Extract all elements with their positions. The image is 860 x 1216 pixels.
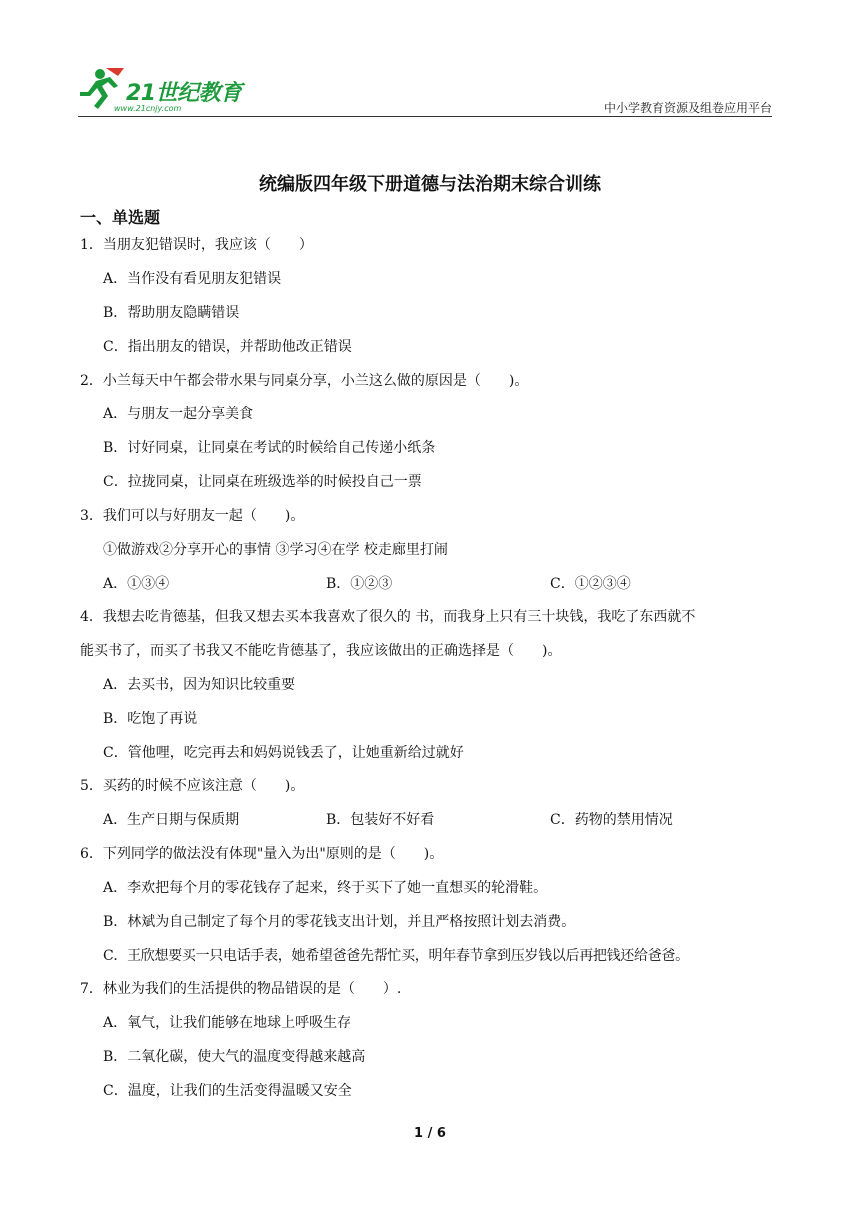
question-3-stem: 3．我们可以与好朋友一起（ )。: [80, 508, 305, 524]
question-4-stem-continued: 能买书了，而买了书我又不能吃肯德基了，我应该做出的正确选择是（ )。: [80, 643, 562, 659]
question-7-option-b: B．二氧化碳，使大气的温度变得越来越高: [103, 1049, 366, 1065]
page-header: [78, 66, 772, 116]
question-1-option-b: B．帮助朋友隐瞒错误: [103, 305, 240, 321]
question-6-option-c: C．王欣想要买一只电话手表，她希望爸爸先帮忙买，明年春节拿到压岁钱以后再把钱还给爸爸。: [103, 948, 689, 964]
question-6-option-b: B．林斌为自己制定了每个月的零花钱支出计划，并且严格按照计划去消费。: [103, 914, 576, 930]
question-7-option-a: A．氧气，让我们能够在地球上呼吸生存: [103, 1015, 352, 1031]
logo-url: www.21cnjy.com: [114, 104, 182, 113]
question-4-option-a: A．去买书，因为知识比较重要: [103, 677, 296, 693]
question-4-option-b: B．吃饱了再说: [103, 711, 198, 727]
question-2-option-c: C．拉拢同桌，让同桌在班级选举的时候投自己一票: [103, 474, 422, 490]
question-7-option-c: C．温度，让我们的生活变得温暖又安全: [103, 1083, 352, 1099]
question-2-option-a: A．与朋友一起分享美食: [103, 406, 254, 422]
section-heading: 一、单选题: [80, 208, 161, 227]
page-title: 统编版四年级下册道德与法治期末综合训练: [259, 174, 601, 195]
question-1-option-c: C．指出朋友的错误，并帮助他改正错误: [103, 339, 352, 355]
question-2-option-b: B．讨好同桌，让同桌在考试的时候给自己传递小纸条: [103, 440, 436, 456]
header-divider: [78, 116, 772, 117]
question-3-sub: ①做游戏②分享开心的事情 ③学习④在学 校走廊里打闹: [103, 542, 448, 558]
logo-text: 21世纪教育: [126, 81, 242, 106]
question-1-stem: 1．当朋友犯错误时，我应该（ ）: [80, 237, 313, 253]
question-4-option-c: C．管他哩，吃完再去和妈妈说钱丢了，让她重新给过就好: [103, 745, 464, 761]
page-number: 1 / 6: [414, 1126, 446, 1141]
question-6-stem: 6．下列同学的做法没有体现"量入为出"原则的是（ )。: [80, 846, 444, 862]
question-2-stem: 2．小兰每天中午都会带水果与同桌分享，小兰这么做的原因是（ )。: [80, 373, 529, 389]
question-3-option-b: B．①②③: [326, 576, 393, 592]
question-3-option-c: C．①②③④: [550, 576, 631, 592]
question-5-option-b: B．包装好不好看: [326, 812, 435, 828]
question-5-option-a: A．生产日期与保质期: [103, 812, 240, 828]
question-4-stem: 4．我想去吃肯德基，但我又想去买本我喜欢了很久的 书，而我身上只有三十块钱，我吃了东西就不: [80, 609, 696, 625]
question-6-option-a: A．李欢把每个月的零花钱存了起来，终于买下了她一直想买的轮滑鞋。: [103, 880, 548, 896]
question-7-stem: 7．林业为我们的生活提供的物品错误的是（ ）.: [80, 981, 402, 997]
question-5-stem: 5．买药的时候不应该注意（ )。: [80, 778, 305, 794]
question-3-option-a: A．①③④: [103, 576, 170, 592]
logo: [78, 66, 248, 114]
question-1-option-a: A．当作没有看见朋友犯错误: [103, 271, 282, 287]
question-5-option-c: C．药物的禁用情况: [550, 812, 673, 828]
platform-name: 中小学教育资源及组卷应用平台: [603, 101, 772, 115]
